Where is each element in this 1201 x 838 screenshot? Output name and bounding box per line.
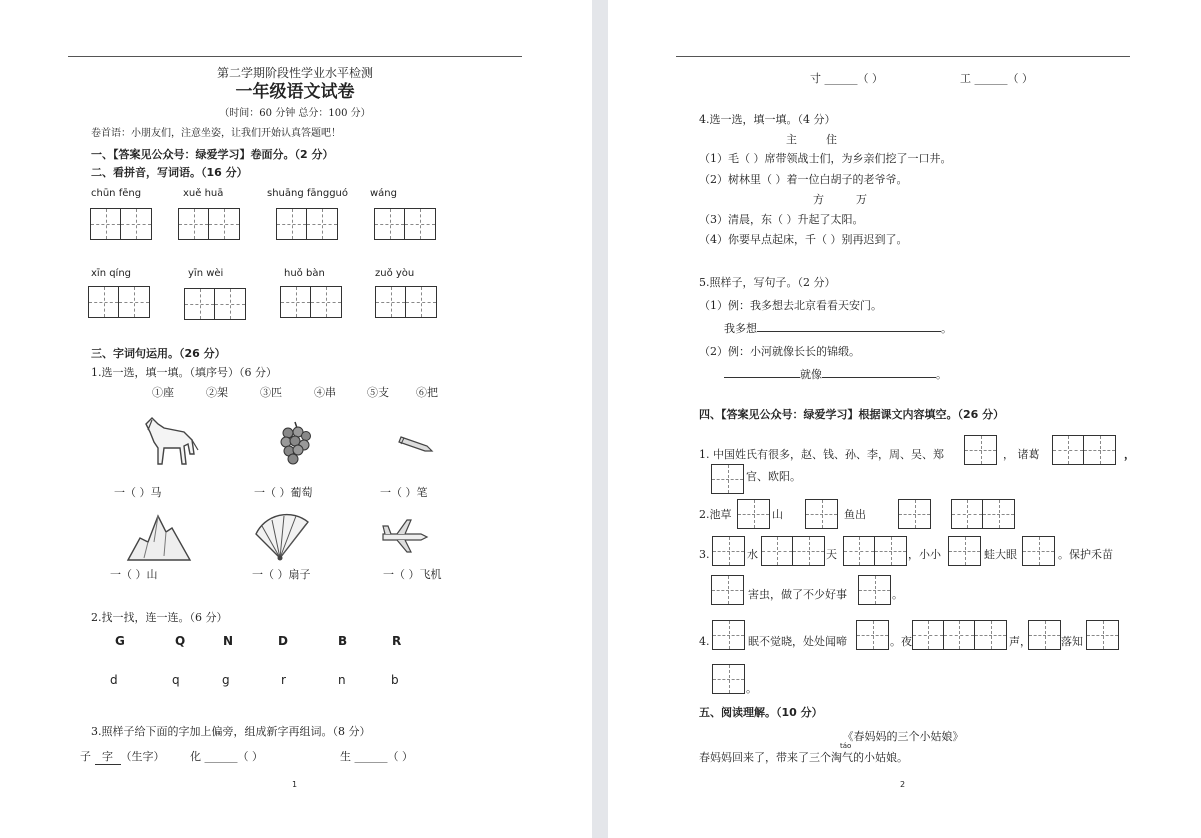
writing-grid[interactable] bbox=[712, 620, 745, 650]
fill-text: 。 bbox=[892, 588, 903, 601]
pinyin-label: wáng bbox=[370, 188, 397, 199]
writing-grid[interactable] bbox=[712, 664, 745, 694]
section-1-heading: 一、【答案见公众号：绿爱学习】卷面分。（2 分） bbox=[91, 148, 334, 161]
writing-grid[interactable] bbox=[898, 499, 931, 529]
uppercase-letter[interactable]: N bbox=[223, 634, 234, 648]
pinyin-label: chūn fēng bbox=[91, 188, 142, 199]
exam-page-2 bbox=[608, 0, 1201, 838]
writing-grid[interactable] bbox=[276, 208, 338, 240]
writing-grid[interactable] bbox=[1086, 620, 1119, 650]
pinyin-label: xīn qíng bbox=[91, 268, 132, 279]
pinyin-ruby: táo bbox=[840, 742, 852, 750]
option: ①座 bbox=[152, 386, 174, 399]
option: 方 bbox=[813, 193, 824, 206]
pinyin-label: huǒ bàn bbox=[284, 268, 325, 279]
page-number: 2 bbox=[900, 780, 906, 789]
writing-grid[interactable] bbox=[1022, 536, 1055, 566]
fill-text: 3. bbox=[699, 548, 710, 561]
section-4-heading: 四、【答案见公众号：绿爱学习】根据课文内容填空。（26 分） bbox=[699, 408, 1005, 421]
question-1-prompt: 1.选一选，填一填。（填序号）（6 分） bbox=[91, 366, 277, 379]
horse-icon bbox=[138, 414, 200, 470]
blank[interactable]: 一（ ） bbox=[254, 486, 291, 499]
section-5-heading: 五、阅读理解。（10 分） bbox=[699, 706, 823, 719]
fill-text: ， 诸葛 bbox=[1003, 448, 1040, 461]
fill-sentence[interactable]: （3）清晨，东（ ）升起了太阳。 bbox=[699, 213, 864, 226]
writing-grid[interactable] bbox=[178, 208, 240, 240]
fill-text: 官、欧阳。 bbox=[746, 470, 801, 483]
section-3-heading: 三、字词句运用。（26 分） bbox=[91, 347, 226, 360]
writing-grid[interactable] bbox=[761, 536, 825, 566]
option: ④串 bbox=[314, 386, 336, 399]
writing-grid[interactable] bbox=[1052, 435, 1116, 465]
blank[interactable]: 一（ ） bbox=[110, 568, 147, 581]
writing-grid[interactable] bbox=[711, 575, 744, 605]
writing-grid[interactable] bbox=[712, 536, 745, 566]
noun: 葡萄 bbox=[290, 486, 313, 499]
exam-page-1 bbox=[0, 0, 592, 838]
lowercase-letter[interactable]: d bbox=[110, 673, 118, 687]
writing-grid[interactable] bbox=[88, 286, 150, 318]
header-rule bbox=[676, 56, 1130, 57]
writing-grid[interactable] bbox=[858, 575, 891, 605]
blank[interactable]: 一（ ） bbox=[383, 568, 420, 581]
question-5-prompt: 5.照样子，写句子。（2 分） bbox=[699, 276, 836, 289]
measure-item bbox=[254, 486, 313, 500]
fill-sentence[interactable]: （2）树林里（ ）着一位白胡子的老爷爷。 bbox=[699, 173, 908, 186]
pinyin-label: zuǒ yòu bbox=[375, 268, 415, 279]
writing-grid[interactable] bbox=[184, 288, 246, 320]
fan-icon bbox=[254, 512, 310, 562]
uppercase-letter[interactable]: D bbox=[278, 634, 288, 648]
noun: 飞机 bbox=[419, 568, 442, 581]
fill-text: 天 bbox=[826, 548, 837, 561]
writing-grid[interactable] bbox=[90, 208, 152, 240]
writing-grid[interactable] bbox=[374, 208, 436, 240]
grapes-icon bbox=[278, 420, 312, 466]
writing-grid[interactable] bbox=[951, 499, 1015, 529]
answer-middle: 就像 bbox=[800, 368, 822, 381]
blank[interactable]: 一（ ） bbox=[252, 568, 289, 581]
option: ⑤支 bbox=[367, 386, 389, 399]
airplane-icon bbox=[381, 518, 429, 554]
writing-grid[interactable] bbox=[912, 620, 1007, 650]
question-2-prompt: 2.找一找，连一连。（6 分） bbox=[91, 611, 228, 624]
example-sentence: （2）例：小河就像长长的锦缎。 bbox=[699, 345, 860, 358]
fill-text: 。 bbox=[746, 682, 757, 695]
lowercase-letter[interactable]: g bbox=[222, 673, 230, 687]
fill-text: 4. bbox=[699, 635, 710, 648]
fill-text: 蛙大眼 bbox=[984, 548, 1017, 561]
measure-item bbox=[110, 568, 158, 582]
answer-line[interactable] bbox=[724, 322, 952, 336]
uppercase-letter[interactable]: B bbox=[338, 634, 348, 648]
noun: 马 bbox=[150, 486, 162, 499]
radical-item[interactable]: 工 ______（ ） bbox=[960, 72, 1033, 85]
pinyin-label: shuāng fāngguó bbox=[267, 188, 349, 199]
greeting: 卷首语：小朋友们，注意坐姿，让我们开始认真答题吧！ bbox=[91, 128, 341, 139]
measure-item bbox=[380, 486, 428, 500]
writing-grid[interactable] bbox=[1028, 620, 1061, 650]
noun: 山 bbox=[146, 568, 158, 581]
writing-grid[interactable] bbox=[948, 536, 981, 566]
period: 。 bbox=[941, 322, 952, 335]
uppercase-letter[interactable]: Q bbox=[175, 634, 186, 648]
exam-meta: （时间：60 分钟 总分：100 分） bbox=[219, 108, 371, 119]
pinyin-label: xuě huā bbox=[183, 188, 224, 199]
lowercase-letter[interactable]: b bbox=[391, 673, 399, 687]
option: 主 bbox=[786, 133, 797, 146]
pencil-icon bbox=[398, 432, 436, 454]
fill-text: 水 bbox=[747, 548, 758, 561]
story-line: 春妈妈回来了，带来了三个淘气的小姑娘。 bbox=[699, 751, 908, 764]
uppercase-letter[interactable]: G bbox=[115, 634, 125, 648]
measure-item bbox=[114, 486, 162, 500]
radical-item[interactable]: 寸 ______（ ） bbox=[810, 72, 883, 85]
writing-grid[interactable] bbox=[375, 286, 437, 318]
blank[interactable]: 一（ ） bbox=[380, 486, 417, 499]
story-title: 《春妈妈的三个小姑娘》 bbox=[842, 730, 964, 743]
exam-title: 一年级语文试卷 bbox=[235, 82, 355, 102]
blank[interactable]: 一（ ） bbox=[114, 486, 151, 499]
fill-sentence[interactable]: （1）毛（ ）席带领战士们，为乡亲们挖了一口井。 bbox=[699, 152, 952, 165]
fill-text: 。夜 bbox=[890, 635, 912, 648]
writing-grid[interactable] bbox=[856, 620, 889, 650]
header-rule bbox=[68, 56, 522, 57]
fill-text: 2.池草 bbox=[699, 508, 732, 521]
example-row bbox=[80, 750, 165, 765]
fill-text: 眠不觉晓，处处闻啼 bbox=[748, 635, 847, 648]
option: 万 bbox=[856, 193, 867, 206]
fill-text: 鱼出 bbox=[844, 508, 866, 521]
option: ②架 bbox=[206, 386, 228, 399]
example-new-char: 字 bbox=[95, 750, 121, 765]
example-word: （生字） bbox=[120, 750, 165, 763]
radical-item[interactable]: 生 ______（ ） bbox=[340, 750, 413, 763]
section-2-heading: 二、看拼音，写词语。（16 分） bbox=[91, 166, 248, 179]
writing-grid[interactable] bbox=[280, 286, 342, 318]
measure-item bbox=[383, 568, 442, 582]
exam-subtitle: 第二学期阶段性学业水平检测 bbox=[216, 66, 373, 80]
page-gutter bbox=[592, 0, 608, 838]
answer-prefix: 我多想 bbox=[724, 322, 757, 335]
example-base-char: 子 bbox=[80, 750, 91, 763]
uppercase-letter[interactable]: R bbox=[392, 634, 402, 648]
lowercase-letter[interactable]: q bbox=[172, 673, 180, 687]
question-3-prompt: 3.照样子给下面的字加上偏旁，组成新字再组词。（8 分） bbox=[91, 725, 371, 738]
lowercase-letter[interactable]: r bbox=[281, 673, 286, 687]
example-sentence: （1）例：我多想去北京看看天安门。 bbox=[699, 299, 882, 312]
fill-text: 1. 中国姓氏有很多，赵、钱、孙、李，周、吴、郑 bbox=[699, 448, 944, 461]
radical-item[interactable]: 化 ______（ ） bbox=[190, 750, 263, 763]
pinyin-label: yīn wèi bbox=[188, 268, 224, 279]
fill-text: 。保护禾苗 bbox=[1058, 548, 1113, 561]
fill-text: ，小小 bbox=[908, 548, 941, 561]
lowercase-letter[interactable]: n bbox=[338, 673, 346, 687]
mountain-icon bbox=[126, 512, 192, 562]
fill-text: ， bbox=[1124, 448, 1135, 461]
noun: 笔 bbox=[416, 486, 428, 499]
writing-grid[interactable] bbox=[711, 464, 744, 494]
writing-grid[interactable] bbox=[737, 499, 770, 529]
writing-grid[interactable] bbox=[805, 499, 838, 529]
writing-grid[interactable] bbox=[964, 435, 997, 465]
answer-line[interactable] bbox=[724, 368, 947, 382]
noun: 扇子 bbox=[288, 568, 311, 581]
fill-text: 山 bbox=[772, 508, 783, 521]
option: ⑥把 bbox=[416, 386, 438, 399]
option: 住 bbox=[826, 133, 837, 146]
question-4-prompt: 4.选一选，填一填。（4 分） bbox=[699, 113, 836, 126]
fill-text: 声， bbox=[1009, 635, 1031, 648]
fill-text: 害虫，做了不少好事 bbox=[748, 588, 847, 601]
period: 。 bbox=[936, 368, 947, 381]
fill-sentence[interactable]: （4）你要早点起床，千（ ）别再迟到了。 bbox=[699, 233, 908, 246]
page-number: 1 bbox=[292, 780, 298, 789]
fill-text: 落知 bbox=[1061, 635, 1083, 648]
option: ③匹 bbox=[260, 386, 282, 399]
writing-grid[interactable] bbox=[843, 536, 907, 566]
measure-item bbox=[252, 568, 311, 582]
